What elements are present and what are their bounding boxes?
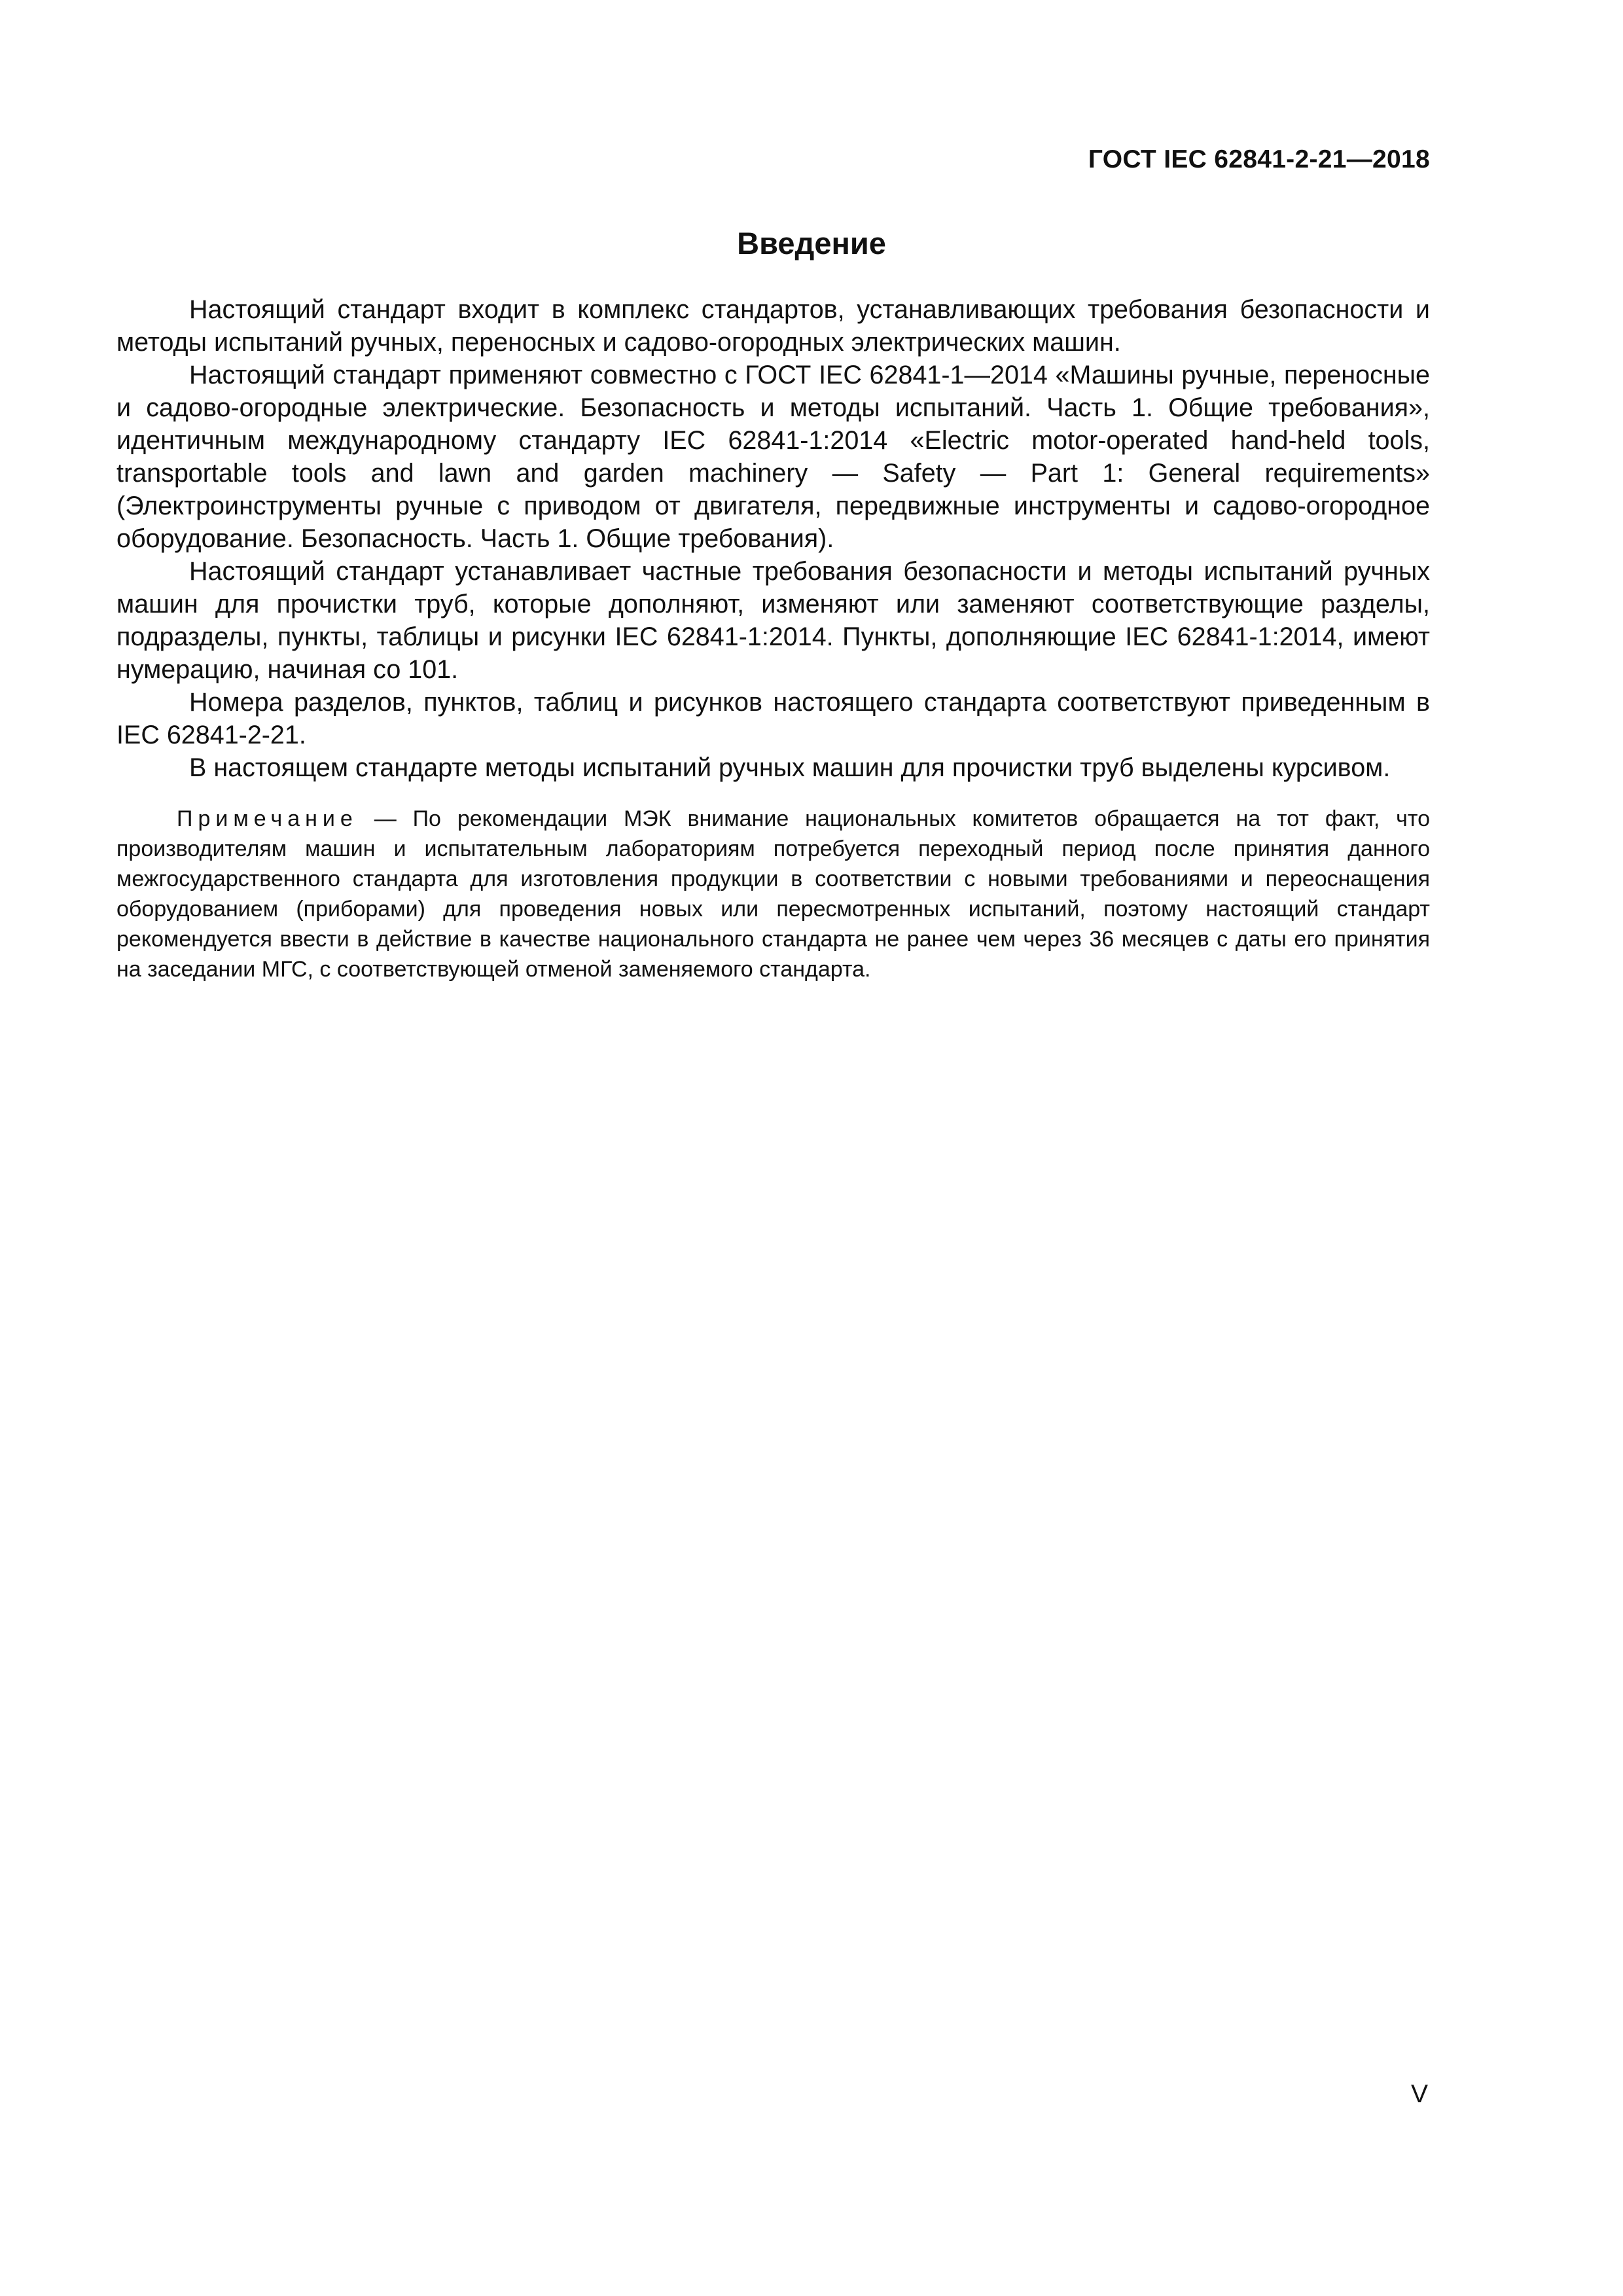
paragraph-1: Настоящий стандарт входит в комплекс стандартов, устанавливающих требования безопасности и методы испытаний ручных, переносных и садово-огородных электрических машин.	[116, 295, 1430, 357]
introduction-body	[116, 293, 1430, 984]
note	[116, 804, 1430, 984]
note-label: Примечание	[177, 806, 358, 831]
paragraph-3: Настоящий стандарт устанавливает частные требования безопасности и методы испытаний ручных машин для прочистки труб, которые дополняют, изменяют или заменяют соответствующие разделы, подразделы, пункты, таблицы и рисунки IEC 62841-1:2014. Пункты, дополняющие IEC 62841-1:2014, имеют нумерацию, начиная со 101.	[116, 557, 1430, 684]
paragraph-2: Настоящий стандарт применяют совместно с ГОСТ IEC 62841-1—2014 «Машины ручные, переносные и садово-огородные электрические. Безопасность и методы испытаний. Часть 1. Общие требования», идентичным международному стандарту IEC 62841-1:2014 «Electric motor-operated hand-held tools, transportable tools and lawn and garden machinery — Safety — Part 1: General requirements» (Электроинструменты ручные с приводом от двигателя, передвижные инструменты и садово-огородное оборудование. Безопасность. Часть 1. Общие требования).	[116, 361, 1430, 553]
page-number: V	[1410, 2080, 1428, 2108]
paragraph-5: В настоящем стандарте методы испытаний ручных машин для прочистки труб выделены курсивом.	[189, 753, 1391, 782]
note-separator: —	[357, 806, 413, 831]
document-code: ГОСТ IEC 62841-2-21—2018	[1088, 145, 1430, 173]
section-title: Введение	[737, 226, 886, 260]
paragraph-4: Номера разделов, пунктов, таблиц и рисунков настоящего стандарта соответствуют приведенным в IEC 62841-2-21.	[116, 688, 1430, 749]
note-text: По рекомендации МЭК внимание национальных комитетов обращается на тот факт, что производителям машин и испытательным лабораториям потребуется переходный период после принятия данного межгосударственного стандарта для изготовления продукции в соответствии с новыми требованиями и переоснащения оборудованием (приборами) для проведения новых или пересмотренных испытаний, поэтому настоящий стандарт рекомендуется ввести в действие в качестве национального стандарта не ранее чем через 36 месяцев с даты его принятия на заседании МГС, с соответствующей отменой заменяемого стандарта.	[116, 806, 1430, 982]
